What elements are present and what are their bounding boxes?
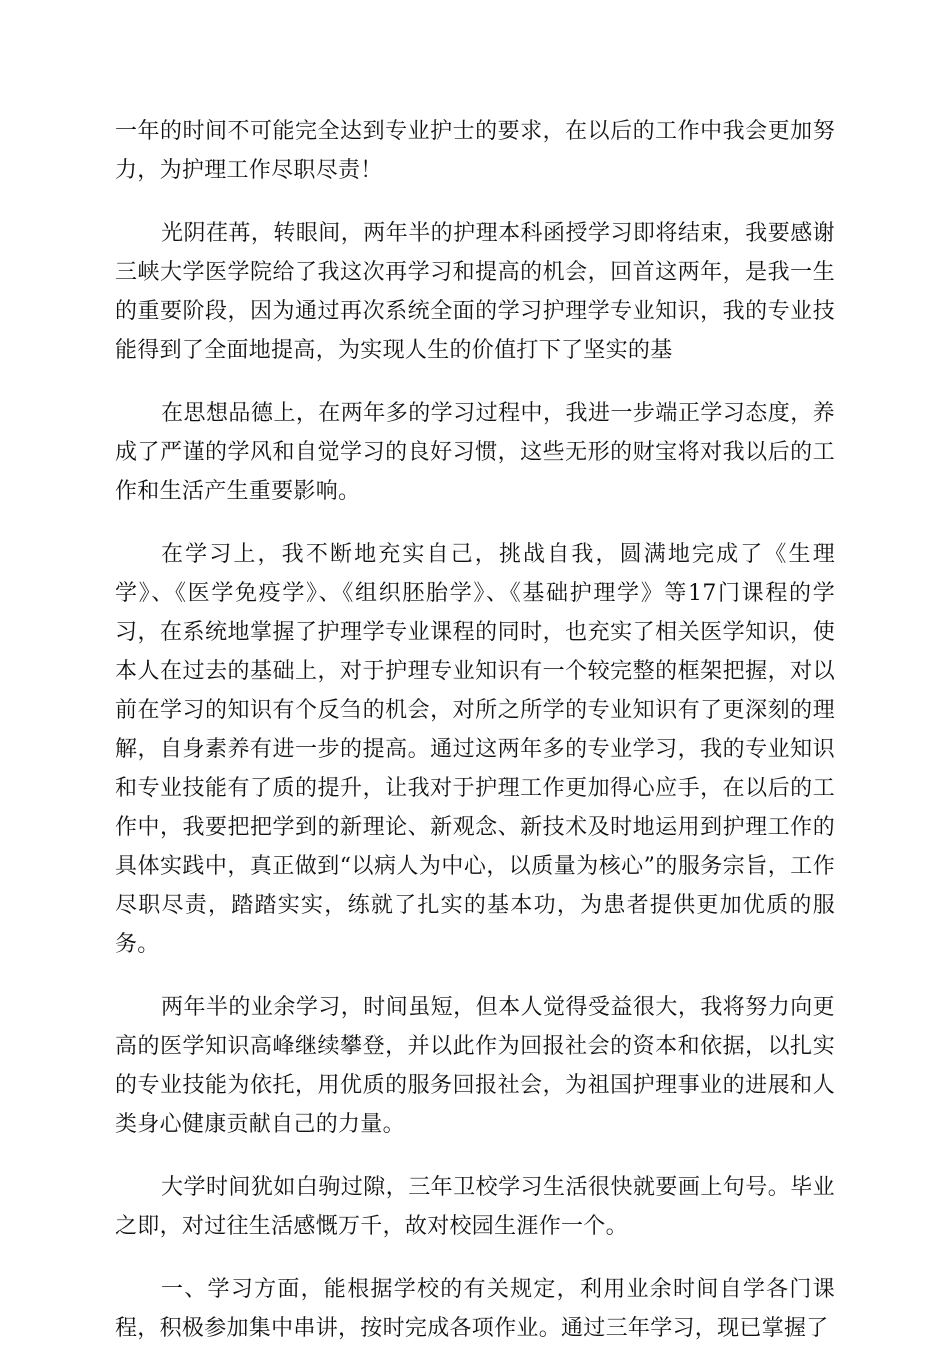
paragraph-intro: 光阴荏苒，转眼间，两年半的护理本科函授学习即将结束，我要感谢三峡大学医学院给了我这次再学习和提高的机会，回首这两年，是我一生的重要阶段，因为通过再次系统全面的学习护理学专业知识，我的专业技能得到了全面地提高，为实现人生的价值打下了坚实的基 [115, 221, 835, 363]
paragraph-study: 在学习上，我不断地充实自己，挑战自我，圆满地完成了《生理学》、《医学免疫学》、《组织胚胎学》、《基础护理学》等17门课程的学习，在系统地掌握了护理学专业课程的同时，也充实了相关医学知识，使本人在过去的基础上，对于护理专业知识有一个较完整的框架把握，对以前在学习的知识有个反刍的机会，对所之所学的专业知识有了更深刻的理解，自身素养有进一步的提高。通过这两年多的专业学习，我的专业知识和专业技能有了质的提升，让我对于护理工作更加得心应手，在以后的工作中，我要把把学到的新理论、新观念、新技术及时地运用到护理工作的具体实践中，真正做到“以病人为中心，以质量为核心”的服务宗旨，工作尽职尽责，踏踏实实，练就了扎实的基本功，为患者提供更加优质的服务。 [115, 542, 835, 957]
document-body [115, 112, 835, 1372]
paragraph-moral: 在思想品德上，在两年多的学习过程中，我进一步端正学习态度，养成了严谨的学风和自觉学习的良好习惯，这些无形的财宝将对我以后的工作和生活产生重要影响。 [115, 401, 835, 504]
paragraph-continuation: 一年的时间不可能完全达到专业护士的要求，在以后的工作中我会更加努力，为护理工作尽职尽责！ [115, 119, 835, 183]
paragraph-college: 大学时间犹如白驹过隙，三年卫校学习生活很快就要画上句号。毕业之即，对过往生活感慨万千，故对校园生涯作一个。 [115, 1175, 835, 1239]
paragraph-summary: 两年半的业余学习，时间虽短，但本人觉得受益很大，我将努力向更高的医学知识高峰继续攀登，并以此作为回报社会的资本和依据，以扎实的专业技能为依托，用优质的服务回报社会，为祖国护理事业的进展和人类身心健康贡献自己的力量。 [115, 995, 835, 1137]
paragraph-study-aspect: 一、学习方面，能根据学校的有关规定，利用业余时间自学各门课程，积极参加集中串讲，按时完成各项作业。通过三年学习，现已掌握了 [115, 1277, 835, 1341]
